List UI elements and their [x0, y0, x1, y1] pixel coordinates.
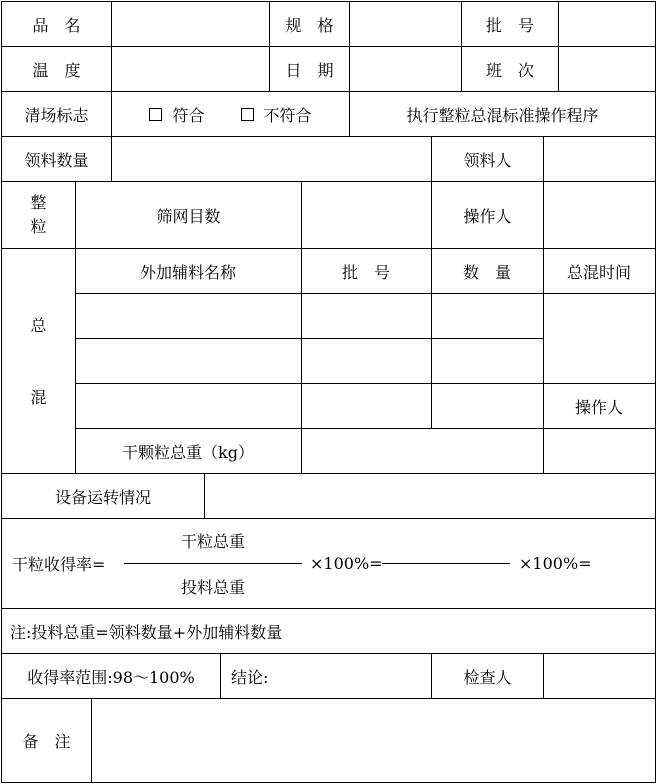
- additive-row-2[interactable]: [76, 339, 300, 383]
- fraction-line-2[interactable]: [382, 563, 510, 564]
- mesh-value[interactable]: [302, 182, 432, 248]
- temperature-value[interactable]: [112, 47, 270, 91]
- mix-operator-label: 操作人: [574, 398, 623, 417]
- granulation-section-label: 整 粒: [2, 182, 76, 248]
- yield-range: 收得率范围:98～100%: [2, 654, 221, 698]
- mixing-block: [1, 248, 656, 474]
- row-remarks: [1, 698, 656, 783]
- checkbox-conform[interactable]: [149, 108, 162, 121]
- shift-value[interactable]: [559, 47, 655, 91]
- yield-label: 干粒收得率=: [12, 555, 106, 574]
- yield-numerator: 干粒总重: [180, 532, 245, 551]
- date-label: 日 期: [270, 47, 350, 91]
- mixing-section-bottom: 混: [30, 388, 47, 407]
- row-equipment: [1, 473, 656, 519]
- col-batch: 批 号: [341, 263, 390, 282]
- product-name-value[interactable]: [112, 2, 270, 46]
- temperature-label: 温 度: [2, 47, 112, 91]
- dry-total-value[interactable]: [302, 429, 542, 473]
- equipment-label: 设备运转情况: [2, 474, 205, 518]
- mixing-section-top: 总: [30, 316, 47, 335]
- col-mix-time: 总混时间: [566, 263, 631, 282]
- granulation-operator-value[interactable]: [544, 182, 655, 248]
- mesh-label: 筛网目数: [76, 182, 302, 248]
- granulation-operator-label: 操作人: [432, 182, 544, 248]
- fraction-line-1: [124, 563, 302, 564]
- batch-label: 批 号: [462, 2, 559, 46]
- option-conform[interactable]: 符合: [149, 103, 204, 126]
- inspector-label: 检查人: [432, 654, 544, 698]
- additive-row-3[interactable]: [76, 384, 300, 428]
- product-name-label: 品 名: [2, 2, 112, 46]
- row-granulation: [1, 181, 656, 249]
- remarks-value[interactable]: [92, 699, 655, 782]
- note-text: 注:投料总重=领料数量+外加辅料数量: [10, 622, 283, 642]
- clearance-label: 清场标志: [2, 92, 112, 136]
- yield-denominator: 投料总重: [180, 578, 245, 597]
- dry-total-label: 干颗粒总重（kg）: [122, 442, 254, 462]
- conclusion-field[interactable]: 结论:: [221, 654, 432, 698]
- shift-label: 班 次: [462, 47, 559, 91]
- row-clearance: [1, 91, 656, 137]
- yield-mult-1: ×100%=: [310, 554, 383, 573]
- row-note: [1, 608, 656, 654]
- col-quantity: 数 量: [462, 263, 511, 282]
- receiver-value[interactable]: [544, 137, 655, 181]
- mix-operator-value[interactable]: [544, 429, 655, 473]
- material-qty-label: 领料数量: [2, 137, 112, 181]
- material-qty-value[interactable]: [112, 137, 432, 181]
- mix-time-value[interactable]: [544, 294, 655, 383]
- remarks-label: 备 注: [2, 699, 92, 782]
- batch-value[interactable]: [559, 2, 655, 46]
- checkbox-nonconform[interactable]: [241, 108, 254, 121]
- clearance-options: [112, 92, 350, 136]
- spec-value[interactable]: [350, 2, 462, 46]
- date-value[interactable]: [350, 47, 462, 91]
- equipment-value[interactable]: [205, 474, 655, 518]
- procedure-text: 执行整粒总混标准操作程序: [406, 105, 599, 125]
- receiver-label: 领料人: [432, 137, 544, 181]
- row-conclusion: [1, 653, 656, 699]
- additive-row-1[interactable]: [76, 294, 300, 338]
- yield-mult-2: ×100%=: [519, 554, 592, 573]
- row-yield-formula: [1, 518, 656, 609]
- row-product: [1, 1, 656, 47]
- col-additive-name: 外加辅料名称: [139, 263, 236, 282]
- spec-label: 规 格: [270, 2, 350, 46]
- inspector-value[interactable]: [544, 654, 655, 698]
- row-temperature: [1, 46, 656, 92]
- option-nonconform[interactable]: 不符合: [241, 103, 312, 126]
- row-material: [1, 136, 656, 182]
